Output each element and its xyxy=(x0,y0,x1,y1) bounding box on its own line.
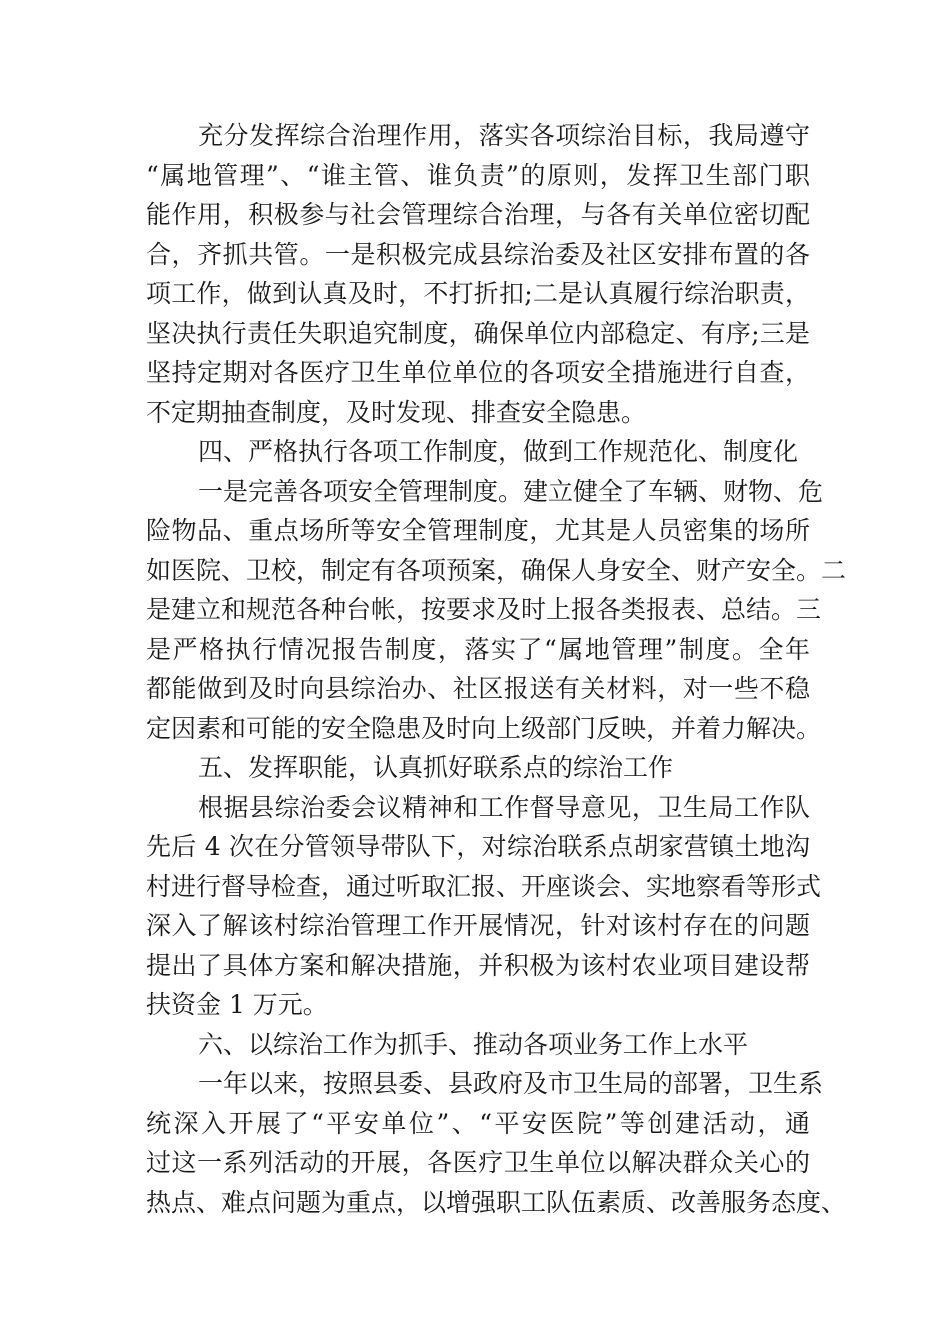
text-line: 坚持定期对各医疗卫生单位单位的各项安全措施进行自查， xyxy=(146,358,810,387)
section-heading: 四、严格执行各项工作制度，做到工作规范化、制度化 xyxy=(198,437,799,466)
text-line: 统深入开展了“平安单位”、“平安医院”等创建活动，通 xyxy=(146,1108,810,1138)
text-line: 是建立和规范各种台帐，按要求及时上报各类报表、总结。三 xyxy=(146,595,822,624)
text-line: 是严格执行情况报告制度，落实了“属地管理”制度。全年 xyxy=(146,634,810,664)
text-line: 过这一系列活动的开展，各医疗卫生单位以解决群众关心的 xyxy=(146,1148,810,1177)
text-line: 都能做到及时向县综治办、社区报送有关材料，对一些不稳 xyxy=(146,674,810,703)
text-line: 先后 4 次在分管领导带队下，对综治联系点胡家营镇土地沟 xyxy=(146,832,810,861)
text-line: 村进行督导检查，通过听取汇报、开座谈会、实地察看等形式 xyxy=(146,871,822,901)
text-line: “属地管理”、“谁主管、谁负责”的原则，发挥卫生部门职 xyxy=(146,160,810,190)
section-heading: 六、以综治工作为抓手、推动各项业务工作上水平 xyxy=(198,1029,749,1059)
text-line: 一是完善各项安全管理制度。建立健全了车辆、财物、危 xyxy=(198,476,824,506)
text-line: 项工作，做到认真及时，不打折扣;二是认真履行综治职责， xyxy=(146,279,810,308)
text-line: 如医院、卫校，制定有各项预案，确保人身安全、财产安全。二 xyxy=(146,555,847,585)
text-line: 提出了具体方案和解决措施，并积极为该村农业项目建设帮 xyxy=(146,950,810,980)
text-line: 充分发挥综合治理作用，落实各项综治目标，我局遵守 xyxy=(198,121,810,150)
text-line: 扶资金 1 万元。 xyxy=(146,990,328,1019)
section-heading: 五、发挥职能，认真抓好联系点的综治工作 xyxy=(198,753,674,782)
text-line: 合，齐抓共管。一是积极完成县综治委及社区安排布置的各 xyxy=(146,239,810,269)
text-line: 深入了解该村综治管理工作开展情况，针对该村存在的问题 xyxy=(146,911,810,940)
text-line: 定因素和可能的安全隐患及时向上级部门反映，并着力解决。 xyxy=(146,713,822,743)
text-line: 根据县综治委会议精神和工作督导意见，卫生局工作队 xyxy=(198,792,810,822)
document-page xyxy=(146,116,847,1222)
text-line: 能作用，积极参与社会管理综合治理，与各有关单位密切配 xyxy=(146,200,810,229)
text-line: 险物品、重点场所等安全管理制度，尤其是人员密集的场所 xyxy=(146,516,810,545)
text-line: 坚决执行责任失职追究制度，确保单位内部稳定、有序;三是 xyxy=(146,318,810,348)
text-line: 热点、难点问题为重点，以增强职工队伍素质、改善服务态度、 xyxy=(146,1187,847,1217)
text-line: 不定期抽查制度，及时发现、排查安全隐患。 xyxy=(146,397,647,427)
text-line: 一年以来，按照县委、县政府及市卫生局的部署，卫生系 xyxy=(198,1069,824,1098)
